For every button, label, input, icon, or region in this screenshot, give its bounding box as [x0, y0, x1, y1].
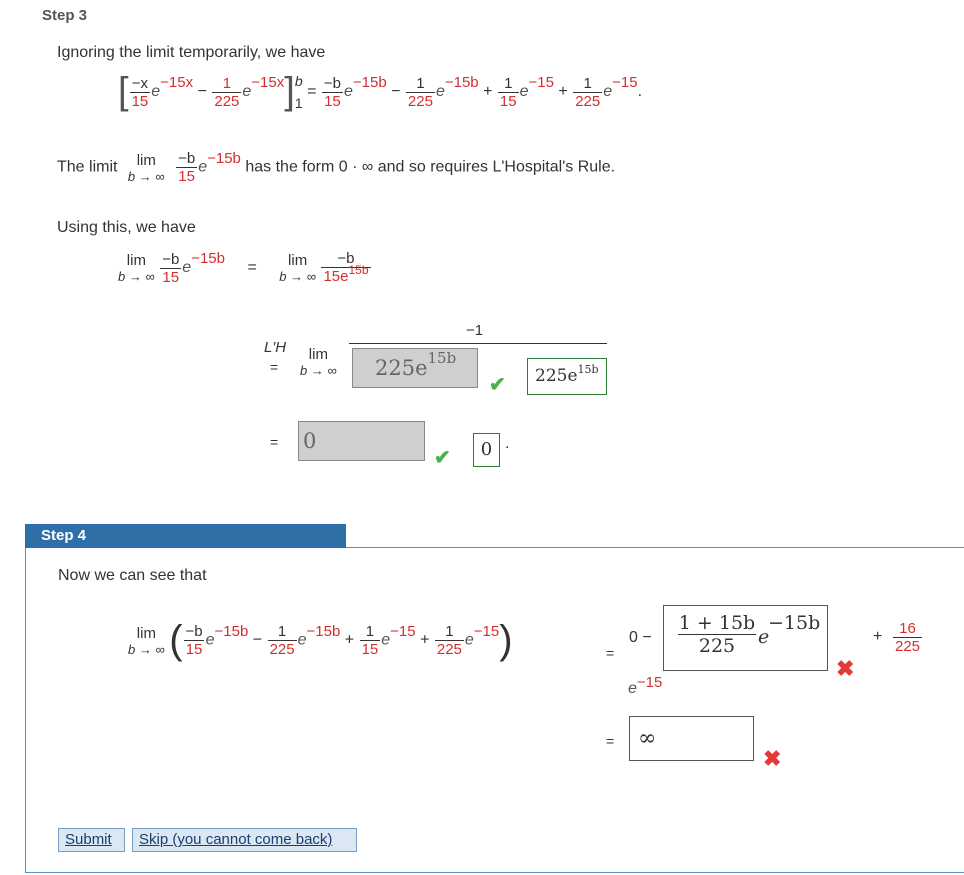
period: .	[637, 83, 643, 101]
exponent: −15b	[306, 622, 341, 640]
check-icon: ✔	[489, 374, 506, 396]
frac-num: 1	[445, 623, 454, 640]
frac-num: 1	[222, 74, 232, 92]
frac-num: −x	[131, 74, 149, 92]
upper-bound: b	[294, 73, 303, 89]
frac-den: 15	[178, 168, 195, 185]
lim-word: lim	[136, 624, 156, 642]
lim-under: b → ∞	[279, 269, 316, 284]
step4-frame	[25, 547, 964, 873]
frac-den: 15	[361, 641, 379, 658]
limit-text-before: The limit	[57, 158, 118, 176]
answer1-exp: 15b	[427, 349, 457, 367]
answer2-input[interactable]	[298, 421, 425, 461]
step4-limit-expression: lim b → ∞ ( $\frac{-b}{15}$ e−15b − $\frac{1}{225}$ e−15b + $\frac{1}{15}$ e−15 + $\frac{1}{225}$ e−15)	[128, 618, 513, 662]
left-bracket: [	[118, 70, 129, 113]
lower-bound: 1	[294, 95, 303, 111]
step4-label: Step 4	[25, 524, 346, 548]
frac-num: 16	[899, 620, 916, 637]
right-bracket: ]	[284, 70, 295, 113]
lhopital-line-1: lim b → ∞ $\frac{-b}{15}$ e−15b = lim b → ∞ $\frac{-b}{15e^{15b}}$	[118, 250, 369, 286]
frac-den: 225	[895, 638, 921, 655]
lim-under: b → ∞	[300, 363, 337, 378]
exponent: −15	[528, 74, 554, 92]
frac-den: 15	[324, 92, 341, 110]
cross-icon: ✖	[836, 656, 855, 681]
frac-num: −b	[185, 623, 203, 640]
lim-under: b → ∞	[118, 269, 155, 284]
box1-den: 225	[678, 634, 756, 657]
step4-equals-2: =	[606, 733, 615, 749]
answer2-key: 0	[473, 433, 500, 467]
answer1-key-text: 225e	[535, 366, 578, 386]
limit-sentence: The limit lim b → ∞ $\frac{-b}{15}$ e−15b has the form 0 · ∞ and so requires L'Hospital's Rule.	[57, 149, 616, 185]
cross-icon: ✖	[763, 746, 782, 771]
lim-word: lim	[126, 252, 146, 269]
answer2-equals: =	[270, 434, 279, 450]
exponent: −15	[612, 74, 638, 92]
frac-den: 15e	[323, 268, 349, 285]
box1-num: 1 + 15b	[678, 612, 756, 634]
skip-button[interactable]: Skip (you cannot come back)	[132, 828, 357, 852]
frac-num: −b	[162, 250, 180, 268]
plus-sign: +	[873, 628, 883, 645]
frac-den: 225	[575, 92, 601, 110]
check-icon: ✔	[434, 447, 451, 469]
exponent: −15	[636, 674, 663, 691]
frac-num: 1	[504, 74, 513, 92]
lh-numerator: −1	[466, 322, 484, 339]
exponent: −15b	[214, 622, 249, 640]
equals-sign: =	[247, 259, 257, 277]
step4-intro: Now we can see that	[58, 567, 207, 584]
limit-text-after: has the form 0 · ∞ and so requires L'Hospital's Rule.	[245, 158, 616, 176]
frac-den: 225	[214, 92, 240, 110]
exponent: 15b	[348, 263, 369, 277]
frac-num: 1	[277, 623, 287, 640]
step3-intro: Ignoring the limit temporarily, we have	[57, 44, 326, 61]
exponent: −15x	[251, 74, 285, 92]
frac-den: 225	[269, 641, 295, 658]
box1-exp: −15b	[768, 612, 821, 634]
lim-word: lim	[136, 151, 156, 169]
answer1-text: 225e	[375, 356, 428, 380]
e-power: e−15	[628, 674, 663, 697]
lh-label: L'H	[264, 339, 287, 356]
step3-label: Step 3	[42, 7, 88, 24]
answer1-input[interactable]	[352, 348, 478, 388]
exponent: −15b	[191, 250, 225, 268]
step4-answer1-input[interactable]: $\frac{1 + 15b}{225}$ e −15b	[663, 605, 828, 671]
answer2-period: .	[505, 435, 510, 452]
exponent: −15b	[207, 149, 241, 167]
using-text: Using this, we have	[57, 219, 196, 236]
exponent: −15	[390, 622, 416, 640]
frac-den: 15	[162, 268, 180, 286]
frac-num: 1	[365, 623, 375, 640]
lim-under: b → ∞	[127, 168, 165, 184]
answer1-key-exp: 15b	[577, 363, 599, 376]
frac-num: −b	[337, 250, 355, 267]
frac-den: 225	[436, 641, 462, 658]
frac-num: −b	[323, 74, 341, 92]
lim-word: lim	[308, 346, 328, 363]
lim-under: b → ∞	[128, 641, 165, 657]
frac-num: 1	[416, 74, 425, 92]
answer2-text: 0	[303, 429, 317, 453]
step4-answer2-text: ∞	[638, 726, 657, 751]
frac-den: 225	[407, 92, 433, 110]
exponent: −15b	[352, 74, 387, 92]
lh-lim	[300, 346, 337, 378]
answer1-key	[527, 358, 607, 395]
step3-equation-1: [ $\frac{-x}{15}$ e−15x − $\frac{1}{225}$ e−15x] b 1 = $\frac{-b}{15}$ e−15b − $\frac{1}{225}$ e−15b + $\frac{1}{15}$ e−15 + $\frac{1}{225}$ e−15.	[118, 70, 643, 113]
frac-den: 15	[185, 641, 203, 658]
frac-den: 15	[499, 92, 517, 110]
frac-num: −b	[178, 150, 196, 167]
frac-num: 1	[583, 74, 592, 92]
step4-answer2-input[interactable]	[629, 716, 754, 761]
plus-fraction	[892, 620, 923, 655]
lh-fraction-bar	[349, 343, 607, 344]
exponent: −15b	[444, 74, 479, 92]
frac-den: 15	[131, 92, 149, 110]
zero-minus: 0 −	[629, 629, 652, 646]
lh-equals: =	[270, 359, 279, 375]
exponent: −15x	[160, 74, 194, 92]
lim-word: lim	[288, 252, 308, 269]
exponent: −15	[473, 622, 500, 640]
step4-equals-1: =	[606, 645, 615, 661]
submit-button[interactable]: Submit	[58, 828, 125, 852]
